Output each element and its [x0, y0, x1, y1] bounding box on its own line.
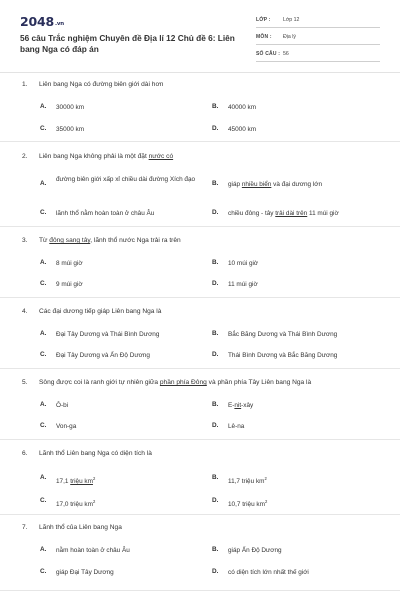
question-text: 5. Sông được coi là ranh giới tự nhiên giữa phần phía Đông và phần phía Tây Liên bang Nga là — [22, 379, 312, 386]
question-divider — [0, 439, 400, 440]
info-row-subject: MÔN : Địa lý — [256, 31, 380, 45]
header-divider — [0, 72, 400, 73]
question-divider — [0, 141, 400, 142]
question-text: 7. Lãnh thổ của Liên bang Nga — [22, 524, 122, 531]
question-divider — [0, 297, 400, 298]
document-header — [0, 0, 400, 68]
question-text: 4. Các đại dương tiếp giáp Liên bang Nga là — [22, 308, 162, 315]
question-text: 2. Liên bang Nga không phải là một đặt nước có — [22, 153, 174, 160]
info-row-count: SỐ CÂU : 56 — [256, 48, 380, 62]
question-text: 1. Liên bang Nga có đường biên giới dài hơn — [22, 81, 164, 88]
question-text: 6. Lãnh thổ Liên bang Nga có diện tích là — [22, 450, 152, 457]
question-divider — [0, 590, 400, 591]
document-info-panel — [256, 14, 380, 65]
site-logo[interactable]: 2048.vn — [20, 14, 64, 29]
question-text: 3. Từ đông sang tây, lãnh thổ nước Nga trải ra trên — [22, 237, 181, 244]
question-divider — [0, 368, 400, 369]
question-divider — [0, 514, 400, 515]
question-divider — [0, 226, 400, 227]
document-title: 56 câu Trắc nghiệm Chuyên đề Địa lí 12 Chủ đề 6: Liên bang Nga có đáp án — [20, 33, 235, 54]
info-row-grade: LỚP : Lớp 12 — [256, 14, 380, 28]
